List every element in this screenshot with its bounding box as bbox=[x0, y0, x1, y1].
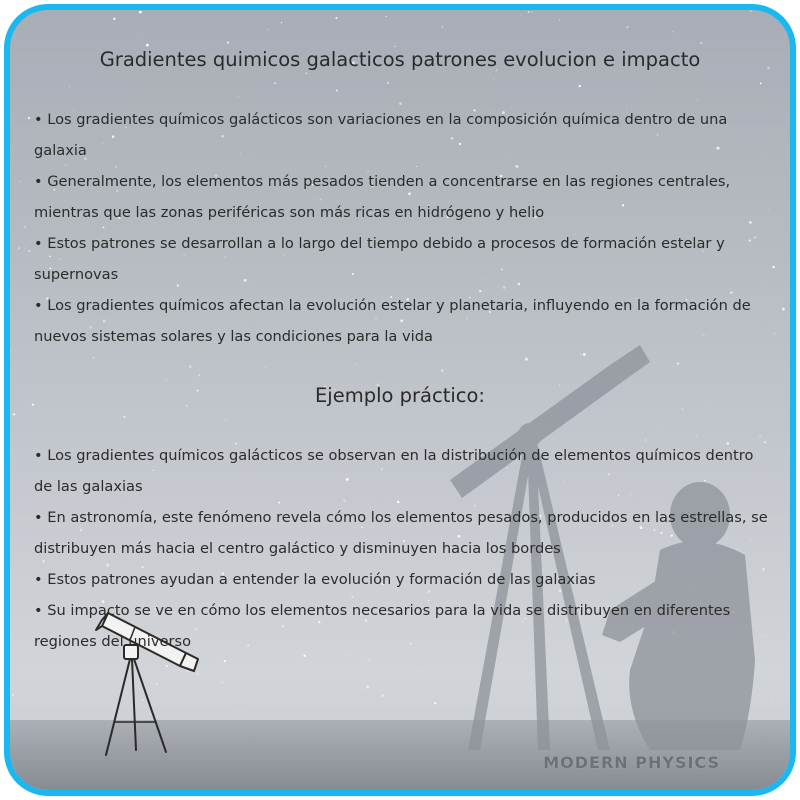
list-item: • Generalmente, los elementos más pesados tienden a concentrarse en las regiones centrales, mientras que las zonas periféricas son más ricas en hidrógeno y helio bbox=[34, 173, 731, 221]
section-heading: Ejemplo práctico: bbox=[314, 384, 485, 407]
list-item: • Estos patrones ayudan a entender la evolución y formación de las galaxias bbox=[34, 571, 596, 588]
page-title: Gradientes quimicos galacticos patrones evolucion e impacto bbox=[99, 48, 701, 71]
list-item: • Los gradientes químicos galácticos son variaciones en la composición química dentro de una galaxia bbox=[34, 111, 728, 159]
list-item: • Estos patrones se desarrollan a lo largo del tiempo debido a procesos de formación estelar y supernovas bbox=[34, 235, 725, 283]
bullet-list-definition bbox=[34, 104, 774, 352]
bullet-list-example bbox=[34, 440, 774, 657]
info-card bbox=[4, 4, 796, 796]
brand-watermark: MODERN PHYSICS bbox=[543, 753, 720, 772]
list-item: • Los gradientes químicos galácticos se observan en la distribución de elementos químicos dentro de las galaxias bbox=[34, 447, 754, 495]
content-area bbox=[10, 10, 790, 790]
list-item: • Los gradientes químicos afectan la evolución estelar y planetaria, influyendo en la formación de nuevos sistemas solares y las condiciones para la vida bbox=[34, 297, 751, 345]
list-item: • En astronomía, este fenómeno revela cómo los elementos pesados, producidos en las estrellas, se distribuyen más hacia el centro galáctico y disminuyen hacia los bordes bbox=[34, 509, 768, 557]
list-item: • Su impacto se ve en cómo los elementos necesarios para la vida se distribuyen en diferentes regiones del universo bbox=[34, 602, 731, 650]
